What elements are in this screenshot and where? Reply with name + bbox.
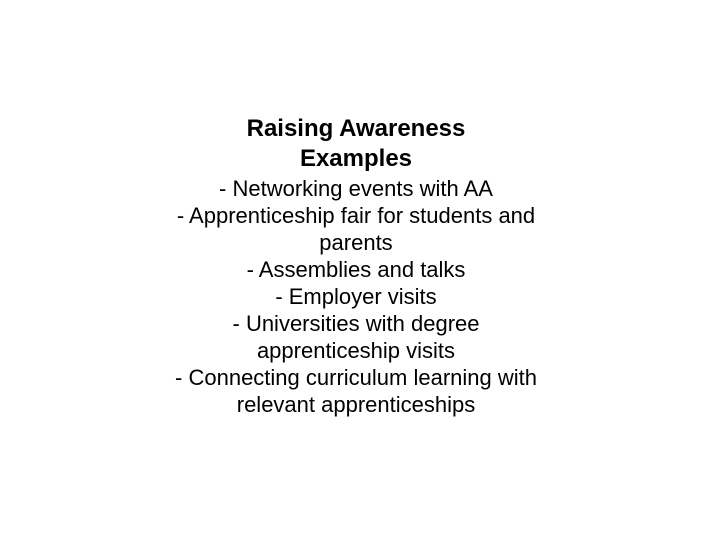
list-item: - Employer visits	[275, 284, 437, 309]
title-line-2: Examples	[299, 145, 413, 172]
slide-content	[150, 114, 562, 418]
list-item: - Apprenticeship fair for students and parents	[176, 203, 536, 255]
examples-list	[150, 175, 562, 418]
list-item: - Assemblies and talks	[246, 257, 466, 282]
list-item: - Connecting curriculum learning with relevant apprenticeships	[175, 365, 537, 417]
list-item: - Networking events with AA	[219, 176, 493, 201]
list-item: - Universities with degree apprenticeship visits	[232, 311, 480, 363]
slide-title	[150, 114, 562, 174]
title-line-1: Raising Awareness	[246, 115, 466, 142]
